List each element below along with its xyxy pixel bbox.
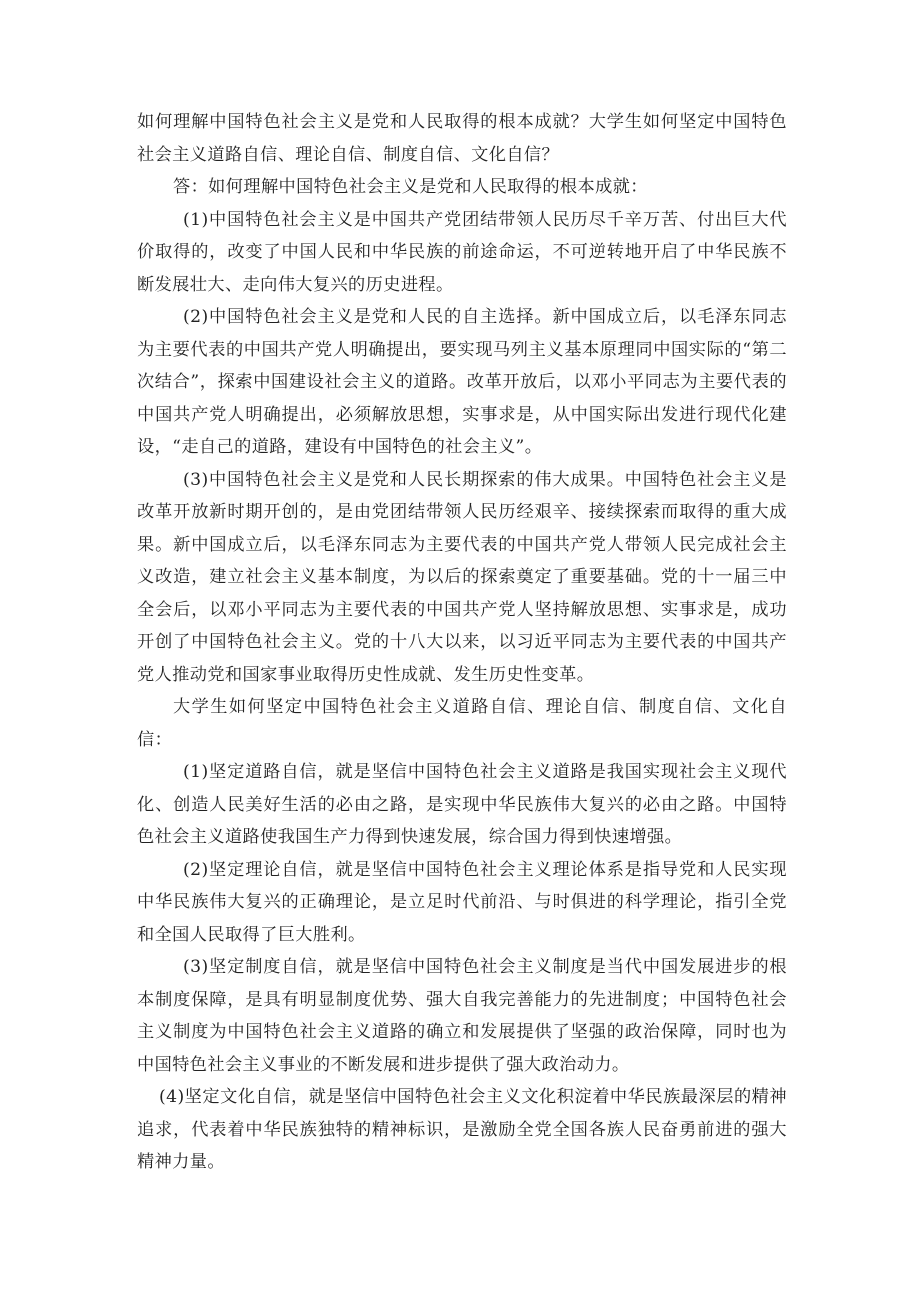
document-body <box>137 106 787 1179</box>
part1-point-2: (2)中国特色社会主义是党和人民的自主选择。新中国成立后，以毛泽东同志为主要代表的中国共产党人明确提出，要实现马列主义基本原理同中国实际的“第二次结合”，探索中国建设社会主义的道路。改革开放后，以邓小平同志为主要代表的中国共产党人明确提出，必须解放思想，实事求是，从中国实际出发进行现代化建设，“走自己的道路，建设有中国特色的社会主义”。 <box>137 307 787 457</box>
part1-point-1: (1)中国特色社会主义是中国共产党团结带领人民历尽千辛万苦、付出巨大代价取得的，改变了中国人民和中华民族的前途命运，不可逆转地开启了中华民族不断发展壮大、走向伟大复兴的历史进程。 <box>137 209 787 295</box>
part2-point-4: (4)坚定文化自信，就是坚信中国特色社会主义文化积淀着中华民族最深层的精神追求，代表着中华民族独特的精神标识，是激励全党全国各族人民奋勇前进的强大精神力量。 <box>137 1087 787 1172</box>
part2-point-2: (2)坚定理论自信，就是坚信中国特色社会主义理论体系是指导党和人民实现中华民族伟大复兴的正确理论，是立足时代前沿、与时俱进的科学理论，指引全党和全国人民取得了巨大胜利。 <box>137 859 787 945</box>
part2-intro: 大学生如何坚定中国特色社会主义道路自信、理论自信、制度自信、文化自信： <box>137 697 787 750</box>
question-paragraph: 如何理解中国特色社会主义是党和人民取得的根本成就？大学生如何坚定中国特色社会主义道路自信、理论自信、制度自信、文化自信？ <box>137 112 787 165</box>
part1-point-3: (3)中国特色社会主义是党和人民长期探索的伟大成果。中国特色社会主义是改革开放新时期开创的，是由党团结带领人民历经艰辛、接续探索而取得的重大成果。新中国成立后，以毛泽东同志为主要代表的中国共产党人带领人民完成社会主义改造，建立社会主义基本制度，为以后的探索奠定了重要基础。党的十一届三中全会后，以邓小平同志为主要代表的中国共产党人坚持解放思想、实事求是，成功开创了中国特色社会主义。党的十八大以来，以习近平同志为主要代表的中国共产党人推动党和国家事业取得历史性成就、发生历史性变革。 <box>137 469 787 685</box>
part2-point-3: (3)坚定制度自信，就是坚信中国特色社会主义制度是当代中国发展进步的根本制度保障，是具有明显制度优势、强大自我完善能力的先进制度；中国特色社会主义制度为中国特色社会主义道路的确立和发展提供了坚强的政治保障，同时也为中国特色社会主义事业的不断发展和进步提供了强大政治动力。 <box>137 957 787 1075</box>
part2-point-1: (1)坚定道路自信，就是坚信中国特色社会主义道路是我国实现社会主义现代化、创造人民美好生活的必由之路，是实现中华民族伟大复兴的必由之路。中国特色社会主义道路使我国生产力得到快速发展，综合国力得到快速增强。 <box>137 762 787 847</box>
answer-intro: 答：如何理解中国特色社会主义是党和人民取得的根本成就： <box>173 177 648 197</box>
